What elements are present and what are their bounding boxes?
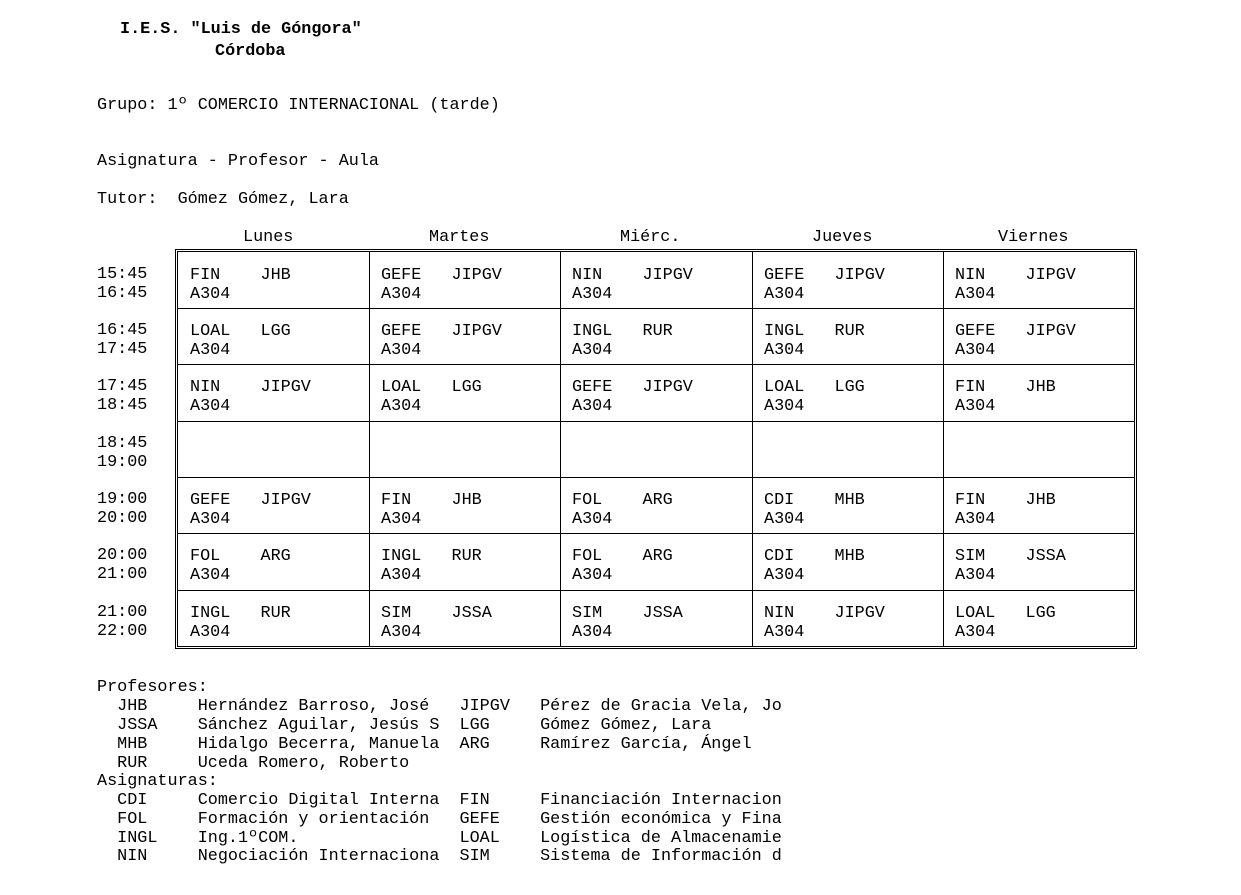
time-start: 18:45 (97, 434, 148, 453)
subject-row: FOL Formación y orientación GEFE Gestión económica y Fina (97, 810, 782, 829)
cell-text: INGL RUR A304 (572, 322, 673, 360)
timetable-cell (560, 308, 751, 364)
teacher-row: JHB Hernández Barroso, José JIPGV Pérez de Gracia Vela, Jo (97, 697, 782, 716)
timetable-cell (369, 364, 560, 420)
time-end: 20:00 (97, 509, 148, 528)
teacher-row: RUR Uceda Romero, Roberto (97, 754, 410, 773)
timetable-cell (369, 533, 560, 589)
cell-text: LOAL LGG A304 (190, 322, 291, 360)
subject-row: INGL Ing.1ºCOM. LOAL Logística de Almacenamie (97, 829, 782, 848)
timetable-cell (752, 477, 943, 533)
timetable-cell (369, 477, 560, 533)
time-end: 22:00 (97, 622, 148, 641)
timetable-cell (943, 252, 1134, 308)
cell-text: FIN JHB A304 (955, 491, 1056, 529)
cell-text: SIM JSSA A304 (572, 604, 683, 642)
time-start: 15:45 (97, 265, 148, 284)
teacher-row: JSSA Sánchez Aguilar, Jesús S LGG Gómez Gómez, Lara (97, 716, 712, 735)
cell-text: GEFE JIPGV A304 (381, 266, 502, 304)
timetable-cell (752, 533, 943, 589)
timetable-cell (560, 590, 751, 646)
subject-row: CDI Comercio Digital Interna FIN Financiación Internacion (97, 791, 782, 810)
cell-text: FIN JHB A304 (190, 266, 291, 304)
timetable-cell (560, 252, 751, 308)
timetable-cell (178, 477, 369, 533)
cell-text: FIN JHB A304 (381, 491, 482, 529)
time-end: 16:45 (97, 284, 148, 303)
timetable-cell (943, 477, 1134, 533)
cell-text: GEFE JIPGV A304 (381, 322, 502, 360)
school-name: I.E.S. "Luis de Góngora" (120, 20, 362, 39)
cell-text: FOL ARG A304 (572, 547, 673, 585)
time-end: 17:45 (97, 340, 148, 359)
timetable-cell (752, 308, 943, 364)
timetable-cell (369, 421, 560, 477)
time-slot-label (97, 265, 147, 303)
time-start: 20:00 (97, 546, 148, 565)
timetable-cell (752, 590, 943, 646)
time-slot-label (97, 490, 147, 528)
cell-text: GEFE JIPGV A304 (572, 378, 693, 416)
timetable-cell (178, 533, 369, 589)
cell-text: SIM JSSA A304 (381, 604, 492, 642)
day-header-lunes: Lunes (243, 228, 294, 247)
timetable-cell (752, 252, 943, 308)
cell-text: NIN JIPGV A304 (572, 266, 693, 304)
city-name: Córdoba (215, 42, 286, 61)
cell-text: GEFE JIPGV A304 (955, 322, 1076, 360)
cell-text: GEFE JIPGV A304 (764, 266, 885, 304)
timetable-cell (560, 533, 751, 589)
subject-row: NIN Negociación Internaciona SIM Sistema de Información d (97, 847, 782, 866)
time-end: 19:00 (97, 453, 148, 472)
timetable-cell (369, 252, 560, 308)
time-slot-label (97, 377, 147, 415)
timetable-cell (369, 590, 560, 646)
time-start: 16:45 (97, 321, 148, 340)
cell-text: FIN JHB A304 (955, 378, 1056, 416)
cell-text: INGL RUR A304 (190, 604, 291, 642)
teachers-heading: Profesores: (97, 678, 208, 697)
subjects-heading: Asignaturas: (97, 772, 218, 791)
time-slot-label (97, 603, 147, 641)
cell-text: CDI MHB A304 (764, 491, 865, 529)
cell-text: LOAL LGG A304 (955, 604, 1056, 642)
cell-text: INGL RUR A304 (764, 322, 865, 360)
timetable-cell (752, 364, 943, 420)
legend-line: Asignatura - Profesor - Aula (97, 152, 379, 171)
cell-text: LOAL LGG A304 (381, 378, 482, 416)
day-header-jueves: Jueves (812, 228, 873, 247)
time-start: 19:00 (97, 490, 148, 509)
cell-text: NIN JIPGV A304 (764, 604, 885, 642)
cell-text: GEFE JIPGV A304 (190, 491, 311, 529)
cell-text: FOL ARG A304 (572, 491, 673, 529)
day-header-martes: Martes (429, 228, 490, 247)
timetable-cell (943, 590, 1134, 646)
timetable-grid (175, 249, 1137, 649)
day-header-miercoles: Miérc. (620, 228, 681, 247)
time-end: 21:00 (97, 565, 148, 584)
teacher-row: MHB Hidalgo Becerra, Manuela ARG Ramírez García, Ángel (97, 735, 752, 754)
cell-text: FOL ARG A304 (190, 547, 291, 585)
time-slot-label (97, 546, 147, 584)
timetable-cell (943, 533, 1134, 589)
time-end: 18:45 (97, 396, 148, 415)
timetable-cell (943, 308, 1134, 364)
day-header-viernes: Viernes (998, 228, 1069, 247)
cell-text: NIN JIPGV A304 (955, 266, 1076, 304)
time-slot-label (97, 434, 147, 472)
time-start: 21:00 (97, 603, 148, 622)
time-start: 17:45 (97, 377, 148, 396)
group-title: Grupo: 1º COMERCIO INTERNACIONAL (tarde) (97, 96, 500, 115)
timetable-cell (943, 364, 1134, 420)
timetable-cell (178, 308, 369, 364)
timetable-cell (943, 421, 1134, 477)
timetable-cell (178, 252, 369, 308)
timetable-cell (178, 364, 369, 420)
timetable-cell (369, 308, 560, 364)
timetable-cell (178, 421, 369, 477)
cell-text: LOAL LGG A304 (764, 378, 865, 416)
timetable-cell (560, 421, 751, 477)
cell-text: NIN JIPGV A304 (190, 378, 311, 416)
time-slot-label (97, 321, 147, 359)
timetable-cell (752, 421, 943, 477)
cell-text: SIM JSSA A304 (955, 547, 1066, 585)
tutor-line: Tutor: Gómez Gómez, Lara (97, 190, 349, 209)
timetable-cell (560, 477, 751, 533)
cell-text: CDI MHB A304 (764, 547, 865, 585)
timetable-cell (560, 364, 751, 420)
cell-text: INGL RUR A304 (381, 547, 482, 585)
timetable-cell (178, 590, 369, 646)
